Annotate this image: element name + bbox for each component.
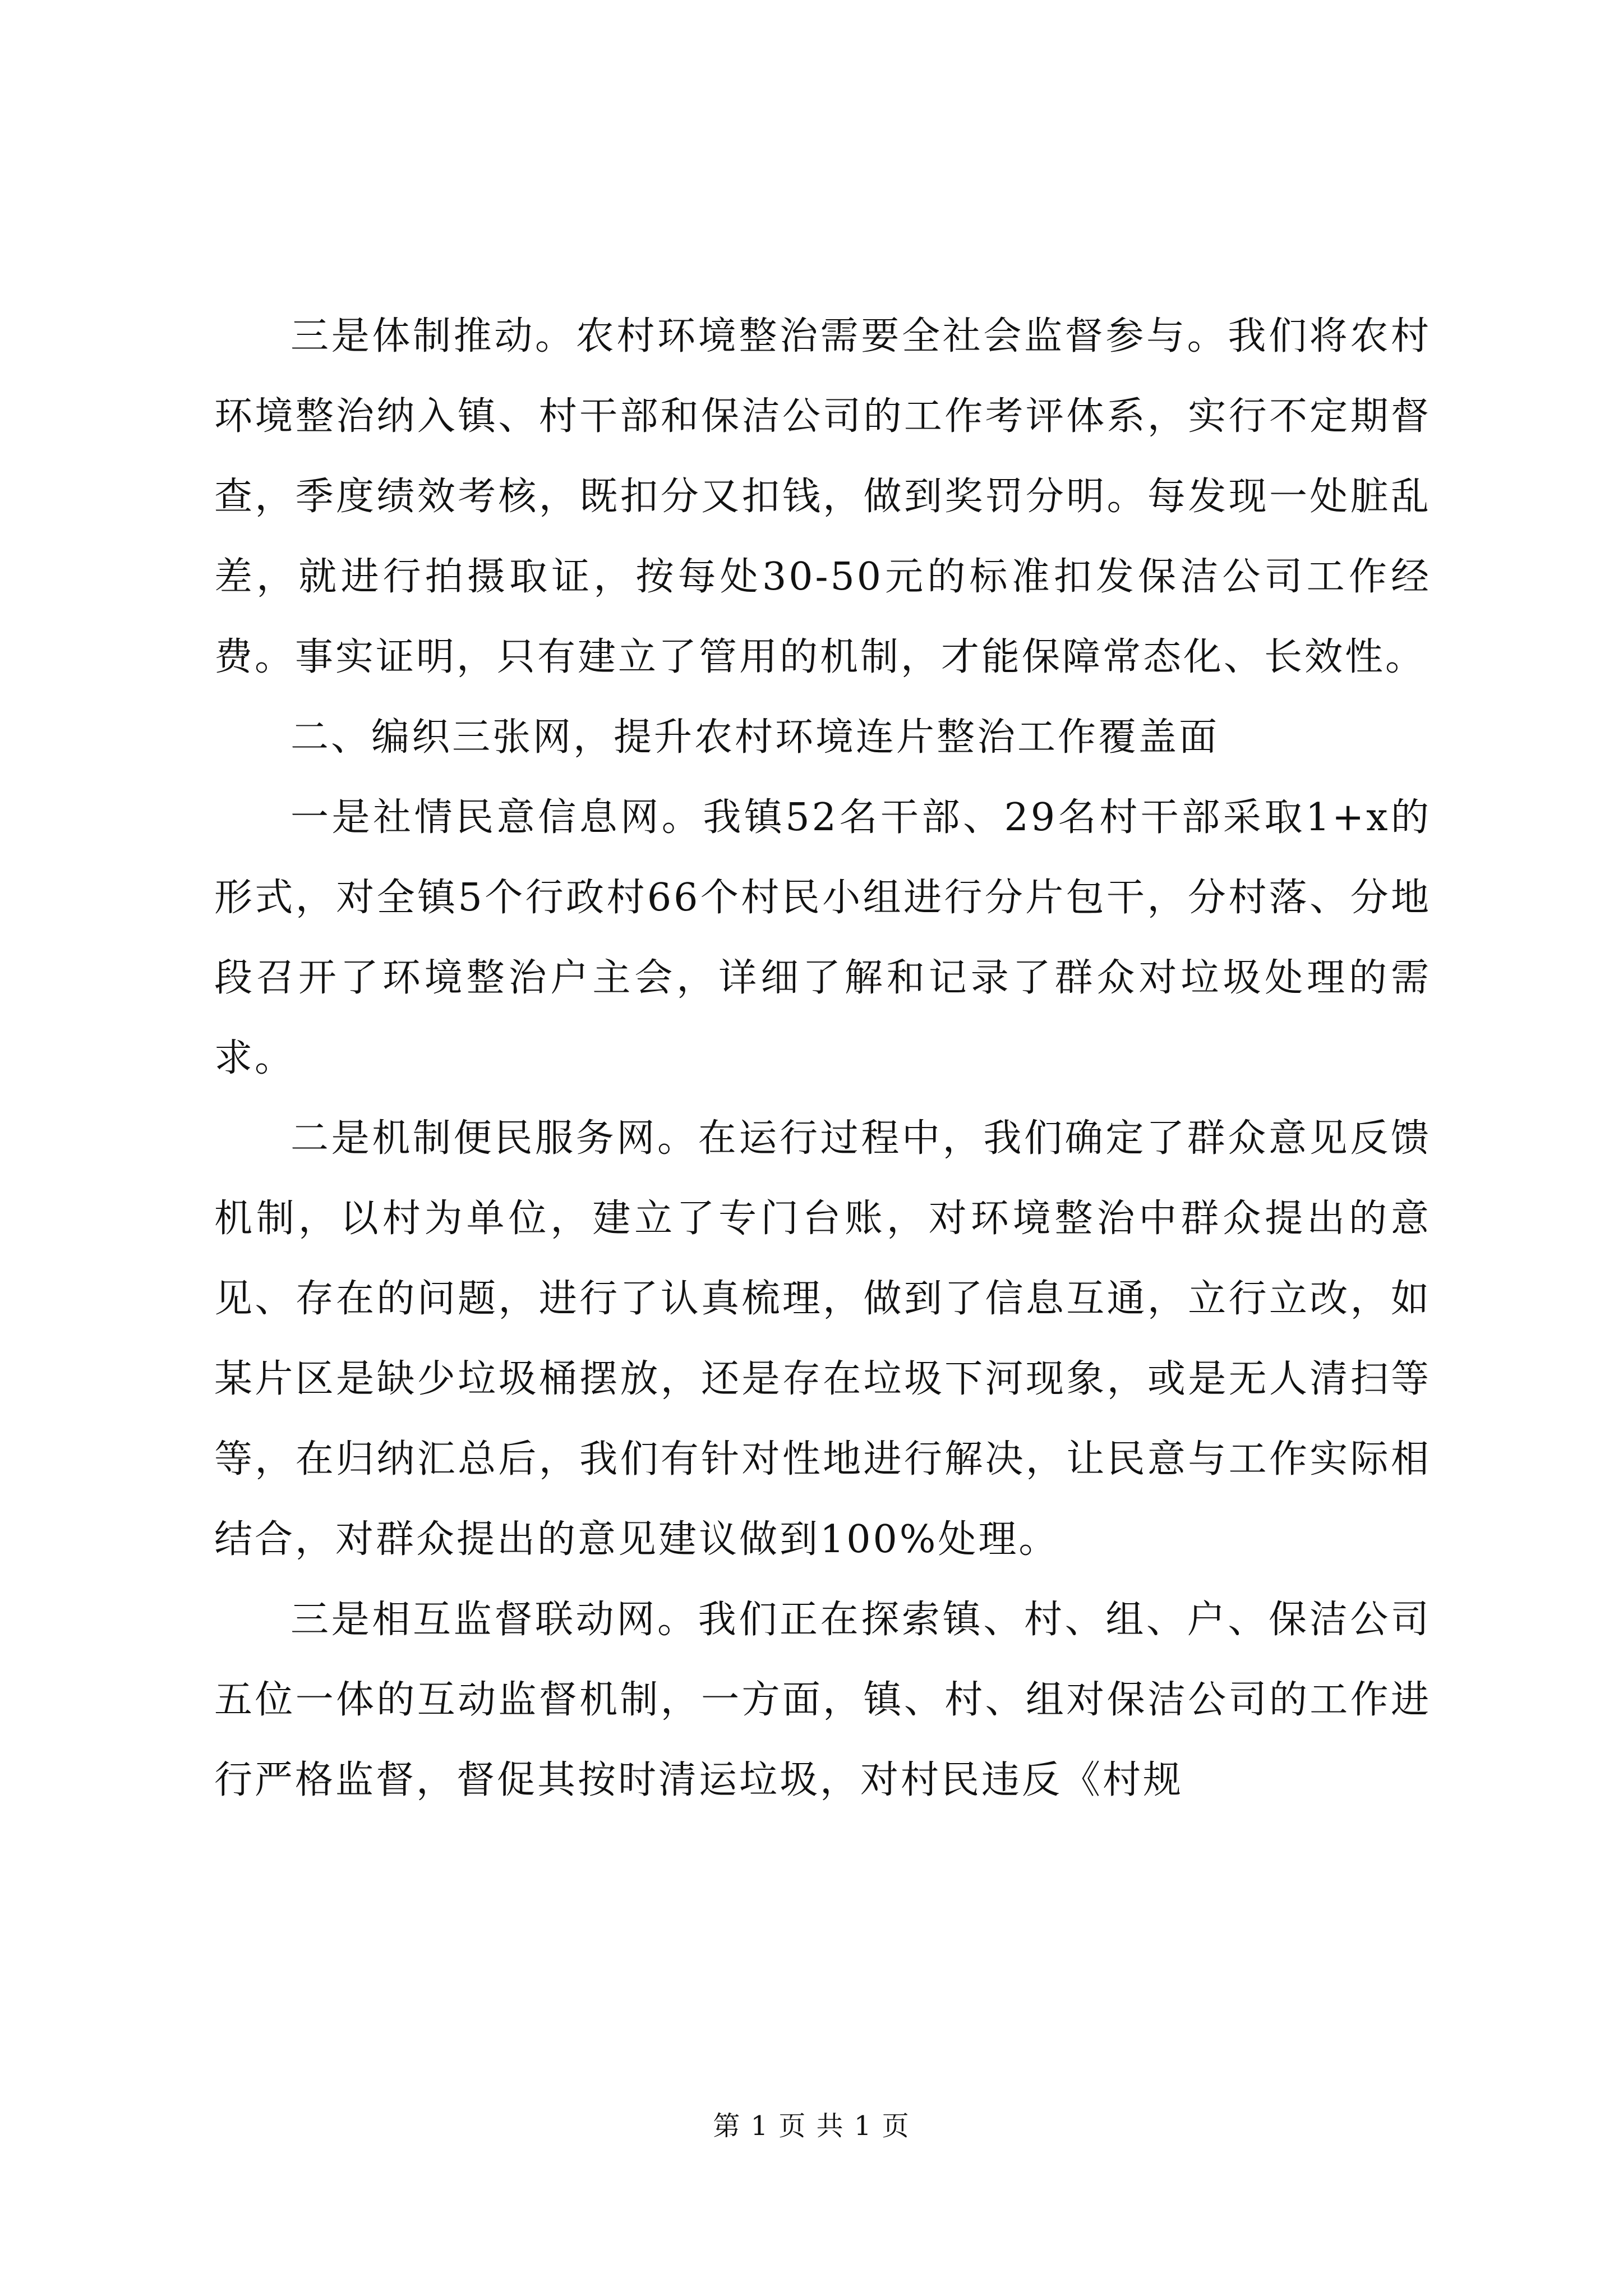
section-heading-three-nets: 二、编织三张网，提升农村环境连片整治工作覆盖面 <box>291 715 1220 760</box>
document-body <box>214 296 1431 1820</box>
paragraph-public-opinion-network: 一是社情民意信息网。我镇52名干部、29名村干部采取1+x的形式，对全镇5个行政村66个村民小组进行分片包干，分村落、分地段召开了环境整治户主会，详细了解和记录了群众对垃圾处理的需求。 <box>214 795 1431 1080</box>
page-number-footer: 第 1 页 共 1 页 <box>713 2110 910 2142</box>
paragraph-service-network: 二是机制便民服务网。在运行过程中，我们确定了群众意见反馈机制，以村为单位，建立了专门台账，对环境整治中群众提出的意见、存在的问题，进行了认真梳理，做到了信息互通，立行立改，如某片区是缺少垃圾桶摆放，还是存在垃圾下河现象，或是无人清扫等等，在归纳汇总后，我们有针对性地进行解决，让民意与工作实际相结合，对群众提出的意见建议做到100%处理。 <box>214 1116 1431 1562</box>
paragraph-system-promotion: 三是体制推动。农村环境整治需要全社会监督参与。我们将农村环境整治纳入镇、村干部和保洁公司的工作考评体系，实行不定期督查，季度绩效考核，既扣分又扣钱，做到奖罚分明。每发现一处脏乱差，就进行拍摄取证，按每处30-50元的标准扣发保洁公司工作经费。事实证明，只有建立了管用的机制，才能保障常态化、长效性。 <box>214 314 1431 679</box>
paragraph-supervision-network: 三是相互监督联动网。我们正在探索镇、村、组、户、保洁公司五位一体的互动监督机制，一方面，镇、村、组对保洁公司的工作进行严格监督，督促其按时清运垃圾，对村民违反《村规 <box>214 1598 1431 1802</box>
